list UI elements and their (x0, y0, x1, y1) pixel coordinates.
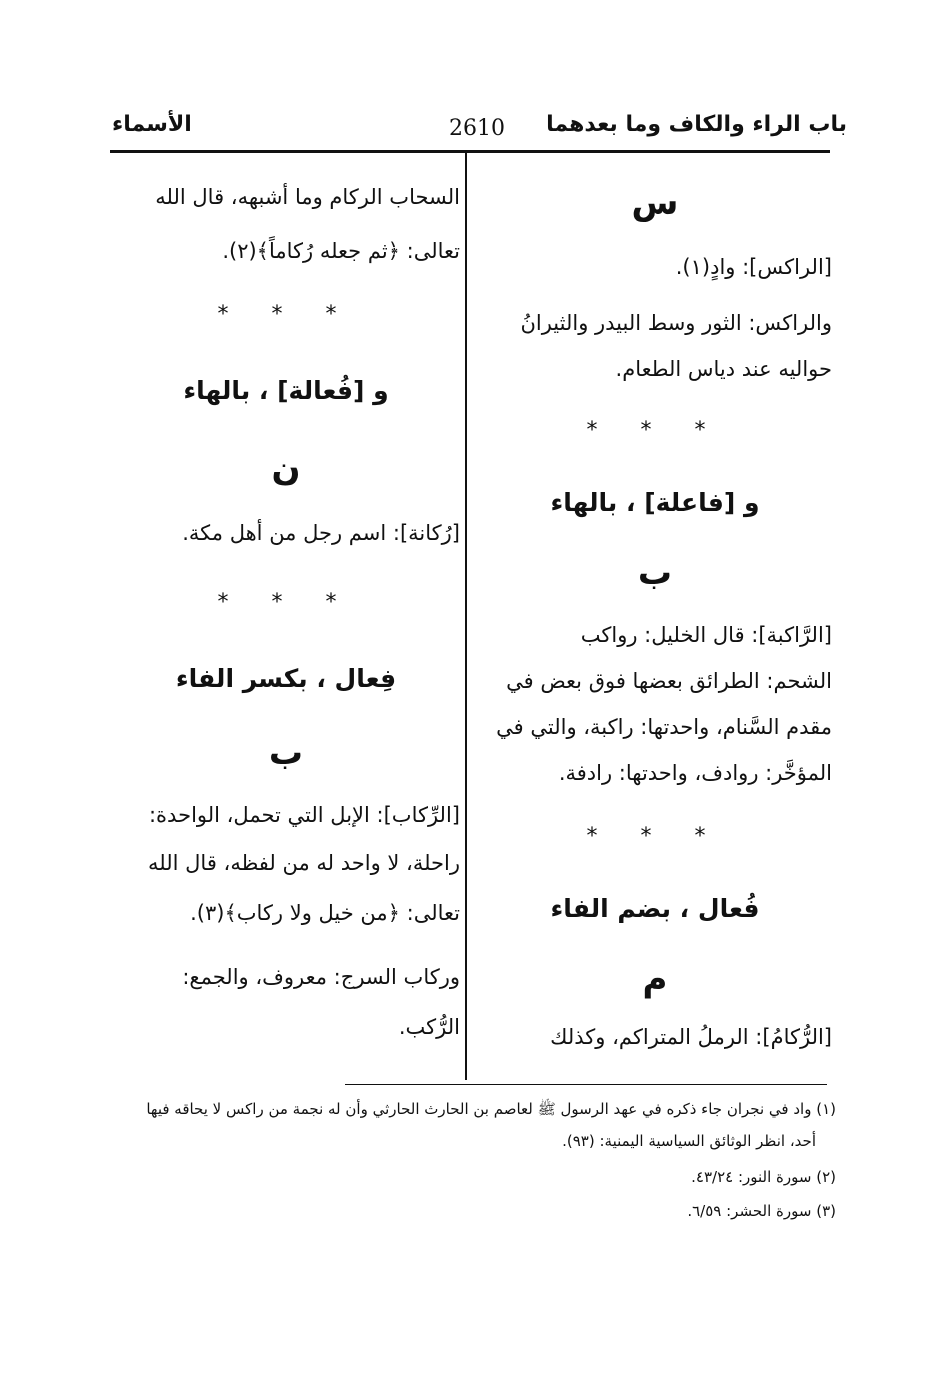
letter-heading: ن (271, 449, 301, 489)
footnote-3: (٣) سورة الحشر: ٦/٥٩. (687, 1202, 836, 1220)
section-separator: * * * (217, 590, 355, 615)
page-number: 2610 (449, 116, 505, 141)
entry-text: [الراكس]: وادٍ(١). (675, 255, 832, 279)
entry-text: السحاب الركام وما أشبهه، قال الله (155, 185, 460, 209)
entry-text: [الرَّاكبة]: قال الخليل: رواكب (580, 623, 832, 647)
entry-text: الرُّكب. (398, 1015, 460, 1039)
letter-heading: م (642, 959, 668, 999)
section-separator: * * * (586, 824, 724, 849)
section-heading: فُعال ، بضم الفاء (550, 894, 760, 923)
header-rule (110, 150, 830, 153)
footnote-1: (١) واد في نجران جاء ذكره في عهد الرسول ﷺ لعاصم بن الحارث الحارثي وأن له نجمة من راكس لا يحاقه فيها (146, 1100, 836, 1118)
section-separator: * * * (217, 302, 355, 327)
running-header-chapter: باب الراء والكاف وما بعدهما (546, 112, 847, 137)
entry-text: الشحم: الطرائق بعضها فوق بعض في (506, 669, 832, 693)
entry-text: المؤخَّر: روادف، واحدتها: رادفة. (558, 761, 832, 785)
entry-text: [الرُّكامُ]: الرملُ المتراكم، وكذلك (550, 1025, 832, 1049)
section-heading: فِعال ، بكسر الفاء (175, 664, 397, 693)
entry-text: مقدم السَّنام، واحدتها: راكبة، والتي في (496, 715, 832, 739)
footnote-2: (٢) سورة النور: ٤٣/٢٤. (691, 1168, 836, 1186)
entry-text: تعالى: ﴿من خيل ولا ركاب﴾(٣). (190, 901, 460, 925)
entry-text: [رُكانة]: اسم رجل من أهل مكة. (182, 521, 460, 545)
section-heading: و [فاعلة] ، بالهاء (550, 488, 760, 517)
entry-text: والراكس: الثور وسط البيدر والثيرانُ (520, 311, 832, 335)
section-separator: * * * (586, 418, 724, 443)
section-heading: و [فُعالة] ، بالهاء (183, 376, 389, 405)
entry-text: راحلة، لا واحد له من لفظه، قال الله (148, 851, 460, 875)
letter-heading: س (631, 183, 679, 223)
entry-text: وركاب السرج: معروف، والجمع: (182, 965, 460, 989)
entry-text: حواليه عند دياس الطعام. (615, 357, 832, 381)
entry-text: تعالى: ﴿ثم جعله رُكاماً﴾(٢). (222, 239, 460, 263)
letter-heading: ب (637, 553, 673, 593)
letter-heading: ب (268, 733, 304, 773)
footnote-rule (345, 1084, 827, 1085)
column-divider (465, 152, 467, 1080)
entry-text: [الرِّكاب]: الإبل التي تحمل، الواحدة: (148, 803, 460, 827)
running-header-section: الأسماء (112, 112, 192, 137)
footnote-1-continued: أحد، انظر الوثائق السياسية اليمنية: (٩٣). (562, 1132, 816, 1150)
